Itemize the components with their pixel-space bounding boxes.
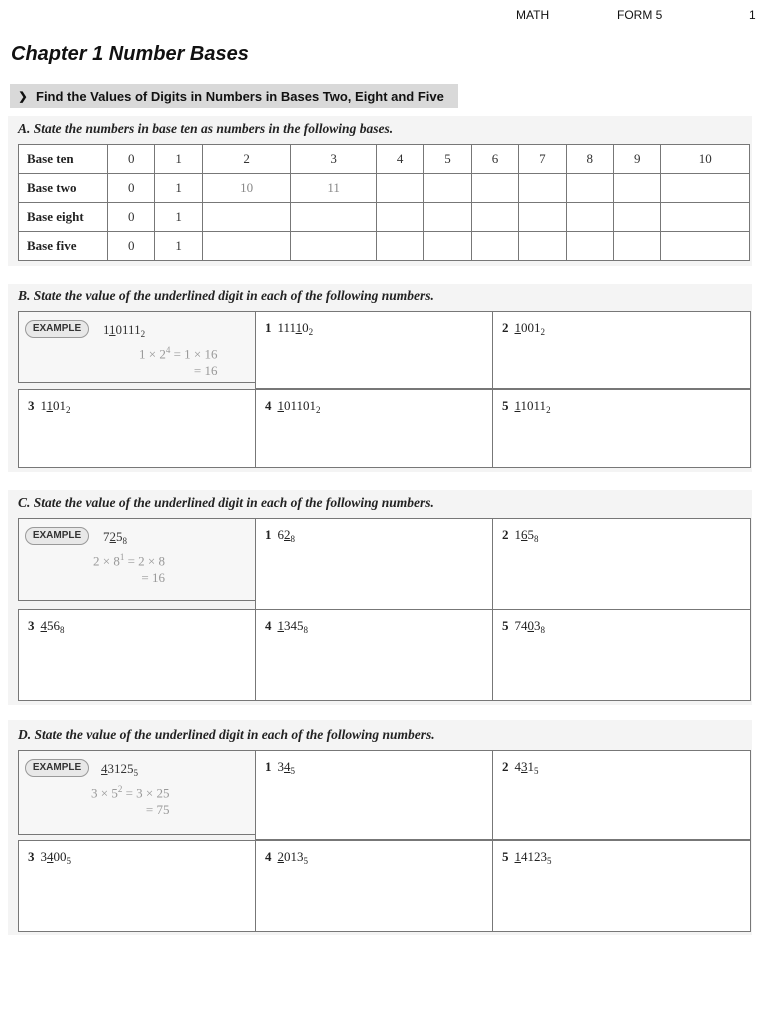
question-number: 5 $7403_8$ [502, 618, 545, 635]
table-cell: 7 [519, 145, 566, 174]
question-number: 5 $14123_5$ [502, 849, 552, 866]
answer-box[interactable] [18, 609, 257, 701]
question-number: 4 $101101_2$ [265, 398, 321, 415]
underlined-digit: 1 [514, 320, 521, 335]
question-index: 3 [28, 398, 35, 413]
underlined-digit: 3 [521, 759, 528, 774]
row-label: Base two [19, 174, 108, 203]
table-cell: 4 [376, 145, 423, 174]
underlined-digit: 6 [521, 527, 528, 542]
question-index: 3 [28, 849, 35, 864]
table-cell [471, 232, 518, 261]
underlined-digit: 1 [295, 320, 303, 335]
answer-box[interactable] [255, 609, 494, 701]
base-subscript: 5 [66, 856, 71, 866]
question-number: 1 $34_5$ [265, 759, 295, 776]
table-cell [376, 203, 423, 232]
row-label: Base ten [19, 145, 108, 174]
table-cell [471, 174, 518, 203]
question-index: 4 [265, 849, 272, 864]
table-cell [424, 232, 471, 261]
base-subscript: 2 [308, 327, 314, 337]
answer-box[interactable] [18, 389, 257, 468]
base-subscript: 2 [546, 405, 551, 415]
underlined-digit: 0 [527, 618, 534, 633]
answer-box[interactable] [255, 840, 494, 932]
underlined-digit: 1 [514, 398, 521, 413]
underlined-digit: 4 [47, 849, 54, 864]
table-cell: 0 [108, 145, 155, 174]
topic-banner [10, 84, 458, 108]
underlined-digit: 2 [109, 529, 116, 544]
table-cell: 1 [155, 174, 202, 203]
table-cell: 9 [614, 145, 661, 174]
table-cell: 0 [108, 203, 155, 232]
table-cell: 3 [291, 145, 377, 174]
table-cell [519, 174, 566, 203]
row-label: Base eight [19, 203, 108, 232]
answer-box[interactable] [18, 840, 257, 932]
exponent: 4 [165, 345, 171, 355]
underlined-digit: 4 [40, 618, 47, 633]
question-index: 2 [502, 759, 509, 774]
table-row [19, 203, 750, 232]
question-index: 2 [502, 320, 509, 335]
base-conversion-table [18, 144, 750, 261]
question-number: 2 $1001_2$ [502, 320, 545, 337]
base-subscript: 2 [540, 327, 545, 337]
base-subscript: 8 [290, 534, 295, 544]
base-subscript: 8 [60, 625, 65, 635]
question-number: 3 $3400_5$ [28, 849, 71, 866]
answer-box[interactable] [492, 518, 751, 610]
example-working [139, 342, 218, 379]
question-index: 4 [265, 398, 272, 413]
table-cell [202, 203, 291, 232]
example-badge: EXAMPLE [25, 527, 89, 545]
question-number: 5 $11011_2$ [502, 398, 551, 415]
question-number: 3 $1101_2$ [28, 398, 71, 415]
table-cell [291, 203, 377, 232]
table-cell: 2 [202, 145, 291, 174]
table-row [19, 145, 750, 174]
underlined-digit: 1 [46, 398, 54, 413]
banner-text: Find the Values of Digits in Numbers in Bases Two, Eight and Five [36, 88, 444, 104]
chapter-title: Chapter 1 Number Bases [11, 43, 249, 65]
answer-box[interactable] [492, 609, 751, 701]
base-subscript: 8 [122, 536, 127, 546]
base-subscript: 8 [534, 534, 539, 544]
example-badge: EXAMPLE [25, 320, 89, 338]
answer-box[interactable] [255, 311, 494, 389]
question-number: 2 $431_5$ [502, 759, 539, 776]
section-a-title: A. State the numbers in base ten as numbers in the following bases. [18, 121, 394, 136]
example-number: $110111_2$ [103, 322, 146, 339]
question-index: 1 [265, 527, 272, 542]
table-cell [376, 232, 423, 261]
question-number: 1 $11110_2$ [265, 320, 314, 337]
table-cell [566, 232, 613, 261]
example-badge: EXAMPLE [25, 759, 89, 777]
answer-box[interactable] [492, 840, 751, 932]
question-index: 3 [28, 618, 35, 633]
question-number: 2 $165_8$ [502, 527, 539, 544]
base-subscript: 5 [133, 768, 138, 778]
question-number: 1 $62_8$ [265, 527, 295, 544]
working-line-2: = 16 [141, 570, 166, 586]
example-working [93, 549, 165, 586]
table-cell [614, 203, 661, 232]
underlined-digit: 2 [277, 849, 284, 864]
question-number: 4 $1345_8$ [265, 618, 308, 635]
table-cell: 11 [291, 174, 377, 203]
base-subscript: 2 [316, 405, 321, 415]
table-cell [566, 203, 613, 232]
answer-box[interactable] [255, 750, 494, 840]
question-index: 2 [502, 527, 509, 542]
table-cell [614, 232, 661, 261]
question-index: 5 [502, 618, 509, 633]
underlined-digit: 1 [109, 322, 116, 337]
table-cell [614, 174, 661, 203]
question-index: 1 [265, 320, 272, 335]
example-box [18, 750, 257, 835]
answer-box[interactable] [492, 750, 751, 840]
answer-box[interactable] [255, 518, 494, 610]
table-cell [471, 203, 518, 232]
section-c-title: C. State the value of the underlined digit in each of the following numbers. [18, 495, 434, 510]
table-cell [519, 203, 566, 232]
table-cell: 10 [202, 174, 291, 203]
base-subscript: 2 [140, 329, 146, 339]
working-line-1: $1 \times 2^4 = 1 \times 16$ [139, 345, 218, 362]
table-cell [291, 232, 377, 261]
underlined-digit: 1 [277, 398, 284, 413]
underlined-digit: 1 [277, 618, 284, 633]
table-cell: 6 [471, 145, 518, 174]
question-index: 5 [502, 849, 509, 864]
table-cell [661, 203, 750, 232]
row-label: Base five [19, 232, 108, 261]
working-line-2: = 75 [145, 802, 170, 818]
question-index: 4 [265, 618, 272, 633]
working-line-1: $3 \times 5^2 = 3 \times 25$ [91, 784, 170, 801]
example-box [18, 518, 257, 601]
table-cell: 1 [155, 145, 202, 174]
exponent: 1 [119, 552, 125, 562]
table-cell: 8 [566, 145, 613, 174]
table-cell: 1 [155, 232, 202, 261]
base-subscript: 2 [66, 405, 71, 415]
underlined-digit: 1 [514, 849, 521, 864]
exponent: 2 [117, 784, 123, 794]
table-cell [566, 174, 613, 203]
underlined-digit: 4 [284, 759, 291, 774]
section-d-title: D. State the value of the underlined digit in each of the following numbers. [18, 727, 435, 742]
base-subscript: 8 [540, 625, 545, 635]
table-cell [424, 203, 471, 232]
base-subscript: 8 [303, 625, 308, 635]
question-number: 4 $2013_5$ [265, 849, 308, 866]
base-subscript: 5 [303, 856, 308, 866]
table-cell [202, 232, 291, 261]
section-b-title: B. State the value of the underlined digit in each of the following numbers. [18, 288, 434, 303]
example-number: $725_8$ [103, 529, 127, 546]
table-cell: 0 [108, 174, 155, 203]
table-row [19, 174, 750, 203]
question-index: 1 [265, 759, 272, 774]
table-cell: 0 [108, 232, 155, 261]
base-subscript: 5 [290, 766, 295, 776]
page-number: 1 [749, 8, 756, 22]
table-row [19, 232, 750, 261]
diamond-arrow-icon: ❯ [18, 90, 28, 103]
table-cell: 10 [661, 145, 750, 174]
header-form: FORM 5 [617, 8, 663, 22]
underlined-digit: 4 [101, 761, 108, 776]
example-working [91, 781, 170, 818]
header-subject: MATH [516, 8, 550, 22]
underlined-digit: 2 [284, 527, 291, 542]
working-line-2: = 16 [193, 363, 218, 379]
base-subscript: 5 [534, 766, 539, 776]
question-index: 5 [502, 398, 509, 413]
table-cell: 5 [424, 145, 471, 174]
table-cell [519, 232, 566, 261]
table-cell [424, 174, 471, 203]
answer-box[interactable] [492, 389, 751, 468]
table-cell [661, 174, 750, 203]
table-cell [376, 174, 423, 203]
example-box [18, 311, 257, 383]
table-cell [661, 232, 750, 261]
answer-box[interactable] [255, 389, 494, 468]
table-cell: 1 [155, 203, 202, 232]
answer-box[interactable] [492, 311, 751, 389]
base-subscript: 5 [547, 856, 552, 866]
example-number: $43125_5$ [101, 761, 138, 778]
question-number: 3 $456_8$ [28, 618, 65, 635]
working-line-1: $2 \times 8^1 = 2 \times 8$ [93, 552, 166, 569]
